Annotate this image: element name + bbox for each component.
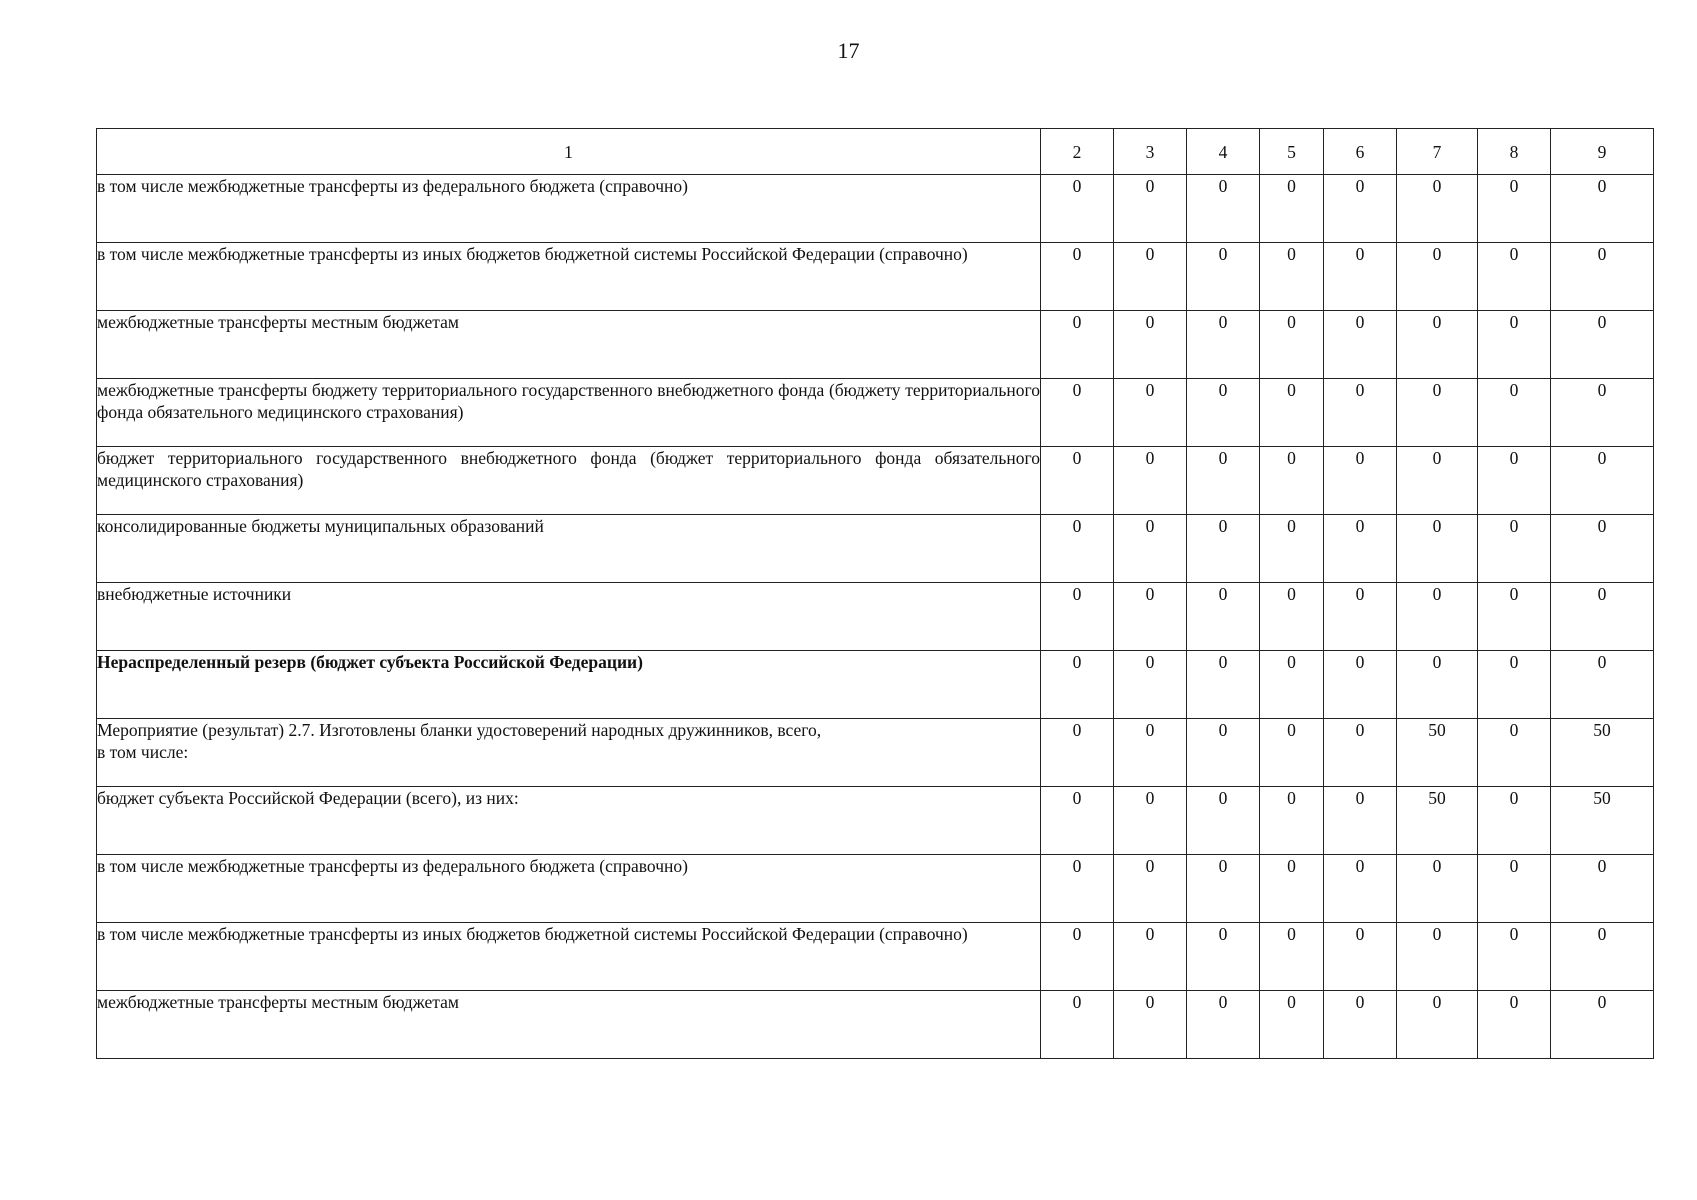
value-cell: 0 — [1551, 651, 1654, 719]
value-cell: 0 — [1397, 651, 1478, 719]
table-row — [97, 175, 1654, 243]
column-header-5: 5 — [1260, 129, 1324, 175]
column-header-3: 3 — [1114, 129, 1187, 175]
value-cell: 0 — [1478, 447, 1551, 515]
value-cell: 0 — [1114, 311, 1187, 379]
value-cell: 0 — [1324, 991, 1397, 1059]
row-label: в том числе межбюджетные трансферты из иных бюджетов бюджетной системы Российской Федерации (справочно) — [97, 243, 1041, 311]
value-cell: 0 — [1041, 855, 1114, 923]
value-cell: 0 — [1478, 311, 1551, 379]
table-row — [97, 787, 1654, 855]
value-cell: 0 — [1114, 515, 1187, 583]
value-cell: 0 — [1478, 923, 1551, 991]
value-cell: 50 — [1551, 719, 1654, 787]
row-label: внебюджетные источники — [97, 583, 1041, 651]
row-label: Мероприятие (результат) 2.7. Изготовлены бланки удостоверений народных дружинников, всего, в том числе: — [97, 719, 1041, 787]
value-cell: 0 — [1260, 991, 1324, 1059]
value-cell: 0 — [1041, 719, 1114, 787]
value-cell: 0 — [1187, 651, 1260, 719]
value-cell: 0 — [1041, 515, 1114, 583]
table-row — [97, 379, 1654, 447]
budget-table — [96, 128, 1654, 1059]
row-label: консолидированные бюджеты муниципальных образований — [97, 515, 1041, 583]
value-cell: 0 — [1551, 311, 1654, 379]
value-cell: 0 — [1397, 243, 1478, 311]
value-cell: 0 — [1114, 923, 1187, 991]
table-row — [97, 651, 1654, 719]
row-label: межбюджетные трансферты местным бюджетам — [97, 311, 1041, 379]
value-cell: 0 — [1187, 515, 1260, 583]
value-cell: 0 — [1260, 447, 1324, 515]
value-cell: 50 — [1551, 787, 1654, 855]
value-cell: 0 — [1187, 719, 1260, 787]
value-cell: 0 — [1114, 583, 1187, 651]
row-label: в том числе межбюджетные трансферты из федерального бюджета (справочно) — [97, 175, 1041, 243]
table-row — [97, 243, 1654, 311]
value-cell: 0 — [1478, 719, 1551, 787]
value-cell: 0 — [1187, 583, 1260, 651]
value-cell: 0 — [1041, 583, 1114, 651]
value-cell: 0 — [1397, 583, 1478, 651]
value-cell: 0 — [1551, 923, 1654, 991]
table-body — [97, 175, 1654, 1059]
value-cell: 0 — [1324, 175, 1397, 243]
value-cell: 0 — [1187, 311, 1260, 379]
value-cell: 0 — [1187, 447, 1260, 515]
value-cell: 0 — [1551, 583, 1654, 651]
value-cell: 0 — [1114, 651, 1187, 719]
value-cell: 0 — [1041, 923, 1114, 991]
value-cell: 0 — [1478, 175, 1551, 243]
value-cell: 50 — [1397, 719, 1478, 787]
row-label: межбюджетные трансферты местным бюджетам — [97, 991, 1041, 1059]
table-row — [97, 719, 1654, 787]
value-cell: 0 — [1397, 447, 1478, 515]
value-cell: 0 — [1260, 719, 1324, 787]
value-cell: 0 — [1187, 175, 1260, 243]
value-cell: 0 — [1324, 923, 1397, 991]
value-cell: 0 — [1551, 243, 1654, 311]
value-cell: 0 — [1260, 583, 1324, 651]
page-number: 17 — [837, 38, 860, 63]
table-row — [97, 991, 1654, 1059]
value-cell: 0 — [1397, 991, 1478, 1059]
value-cell: 0 — [1397, 311, 1478, 379]
table-row — [97, 855, 1654, 923]
column-header-7: 7 — [1397, 129, 1478, 175]
value-cell: 0 — [1324, 583, 1397, 651]
value-cell: 0 — [1114, 787, 1187, 855]
value-cell: 0 — [1260, 787, 1324, 855]
value-cell: 0 — [1324, 719, 1397, 787]
table-row — [97, 583, 1654, 651]
value-cell: 0 — [1260, 175, 1324, 243]
value-cell: 0 — [1041, 651, 1114, 719]
value-cell: 0 — [1478, 787, 1551, 855]
value-cell: 0 — [1114, 719, 1187, 787]
value-cell: 0 — [1114, 243, 1187, 311]
value-cell: 0 — [1551, 447, 1654, 515]
value-cell: 0 — [1187, 787, 1260, 855]
table-row — [97, 923, 1654, 991]
value-cell: 0 — [1324, 787, 1397, 855]
value-cell: 0 — [1114, 855, 1187, 923]
column-header-1: 1 — [97, 129, 1041, 175]
value-cell: 0 — [1114, 447, 1187, 515]
value-cell: 0 — [1260, 923, 1324, 991]
value-cell: 0 — [1478, 651, 1551, 719]
value-cell: 0 — [1551, 515, 1654, 583]
value-cell: 0 — [1324, 447, 1397, 515]
value-cell: 0 — [1478, 855, 1551, 923]
value-cell: 0 — [1551, 991, 1654, 1059]
value-cell: 0 — [1397, 923, 1478, 991]
value-cell: 0 — [1397, 379, 1478, 447]
value-cell: 0 — [1260, 379, 1324, 447]
row-label: Нераспределенный резерв (бюджет субъекта Российской Федерации) — [97, 651, 1041, 719]
value-cell: 0 — [1260, 855, 1324, 923]
value-cell: 0 — [1397, 515, 1478, 583]
value-cell: 0 — [1397, 855, 1478, 923]
value-cell: 50 — [1397, 787, 1478, 855]
value-cell: 0 — [1551, 855, 1654, 923]
column-header-4: 4 — [1187, 129, 1260, 175]
row-label: межбюджетные трансферты бюджету территориального государственного внебюджетного фонда (бюджету территориального фонда обязательного медицинского страхования) — [97, 379, 1041, 447]
value-cell: 0 — [1260, 311, 1324, 379]
value-cell: 0 — [1114, 175, 1187, 243]
value-cell: 0 — [1324, 651, 1397, 719]
value-cell: 0 — [1041, 991, 1114, 1059]
value-cell: 0 — [1260, 243, 1324, 311]
value-cell: 0 — [1041, 243, 1114, 311]
column-header-8: 8 — [1478, 129, 1551, 175]
value-cell: 0 — [1114, 991, 1187, 1059]
column-header-6: 6 — [1324, 129, 1397, 175]
value-cell: 0 — [1478, 991, 1551, 1059]
value-cell: 0 — [1187, 855, 1260, 923]
value-cell: 0 — [1397, 175, 1478, 243]
table-row — [97, 311, 1654, 379]
value-cell: 0 — [1324, 515, 1397, 583]
value-cell: 0 — [1478, 583, 1551, 651]
value-cell: 0 — [1478, 243, 1551, 311]
value-cell: 0 — [1324, 311, 1397, 379]
value-cell: 0 — [1324, 243, 1397, 311]
value-cell: 0 — [1187, 923, 1260, 991]
value-cell: 0 — [1041, 787, 1114, 855]
value-cell: 0 — [1478, 515, 1551, 583]
row-label: в том числе межбюджетные трансферты из иных бюджетов бюджетной системы Российской Федерации (справочно) — [97, 923, 1041, 991]
value-cell: 0 — [1324, 379, 1397, 447]
value-cell: 0 — [1260, 515, 1324, 583]
value-cell: 0 — [1551, 175, 1654, 243]
table-header-row — [97, 129, 1654, 175]
value-cell: 0 — [1260, 651, 1324, 719]
row-label: бюджет субъекта Российской Федерации (всего), из них: — [97, 787, 1041, 855]
value-cell: 0 — [1187, 243, 1260, 311]
row-label: в том числе межбюджетные трансферты из федерального бюджета (справочно) — [97, 855, 1041, 923]
table-row — [97, 515, 1654, 583]
value-cell: 0 — [1551, 379, 1654, 447]
value-cell: 0 — [1478, 379, 1551, 447]
row-label: бюджет территориального государственного внебюджетного фонда (бюджет территориального фонда обязательного медицинского страхования) — [97, 447, 1041, 515]
value-cell: 0 — [1041, 311, 1114, 379]
table-row — [97, 447, 1654, 515]
column-header-9: 9 — [1551, 129, 1654, 175]
value-cell: 0 — [1187, 991, 1260, 1059]
value-cell: 0 — [1114, 379, 1187, 447]
value-cell: 0 — [1324, 855, 1397, 923]
value-cell: 0 — [1187, 379, 1260, 447]
value-cell: 0 — [1041, 175, 1114, 243]
column-header-2: 2 — [1041, 129, 1114, 175]
value-cell: 0 — [1041, 447, 1114, 515]
value-cell: 0 — [1041, 379, 1114, 447]
